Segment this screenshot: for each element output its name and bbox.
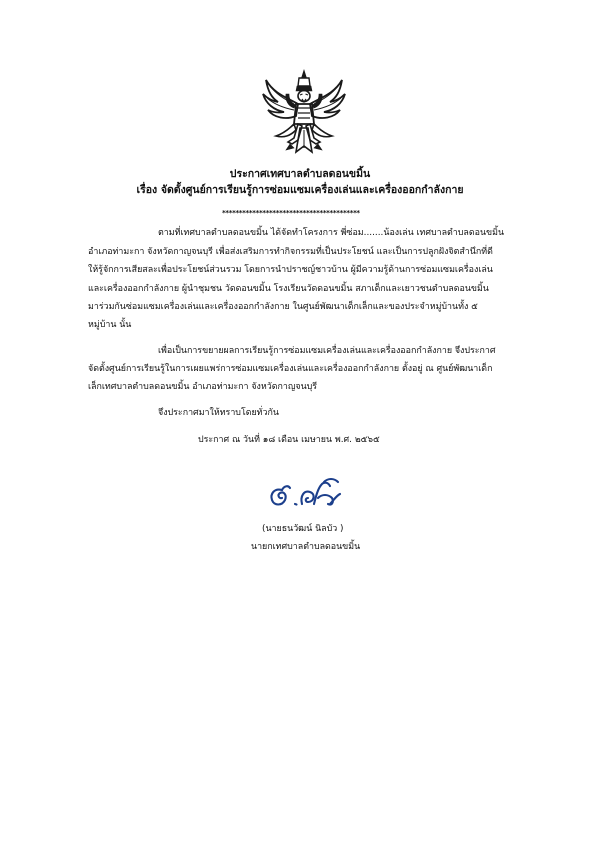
paragraph1-line: ตามที่เทศบาลตำบลดอนขมิ้น ได้จัดทำโครงการ พี่ซ่อม.......น้องเล่น เทศบาลตำบลดอนขมิ้น xyxy=(158,228,505,238)
paragraph1-line: และเครื่องออกกำลังกาย ผู้นำชุมชน วัดดอนขมิ้น โรงเรียนวัดดอนขมิ้น สภาเด็กและเยาวชนตำบลดอนขมิ้น xyxy=(88,284,489,294)
paragraph1-line: มาร่วมกันซ่อมแซมเครื่องเล่นและเครื่องออกกำลังกาย ในศูนย์พัฒนาเด็กเล็กและของประจำหมู่บ้านทั้ง ๕ xyxy=(88,302,478,312)
paragraph1-line: หมู่บ้าน นั้น xyxy=(88,320,132,330)
date-line: ประกาศ ณ วันที่ ๑๘ เดือน เมษายน พ.ศ. ๒๕๖๕ xyxy=(198,435,380,445)
paragraph1-line: ให้รู้จักการเสียสละเพื่อประโยชน์ส่วนรวม โดยการนำปราชญ์ชาวบ้าน ผู้มีความรู้ด้านการซ่อมแซมเครื่องเล่น xyxy=(88,265,493,275)
paragraph2-line: เล็กเทศบาลตำบลดอนขมิ้น อำเภอท่ามะกา จังหวัดกาญจนบุรี xyxy=(88,382,318,392)
signer-title: นายกเทศบาลตำบลดอนขมิ้น xyxy=(251,542,361,552)
paragraph1-line: อำเภอท่ามะกา จังหวัดกาญจนบุรี เพื่อส่งเสริมการทำกิจกรรมที่เป็นประโยชน์ และเป็นการปลูกฝังจิตสำนึกที่ดี xyxy=(88,247,493,257)
paragraph2-line: จัดตั้งศูนย์การเรียนรู้ในการเผยแพร่การซ่อมแซมเครื่องเล่นและเครื่องออกกำลังกาย ตั้งอยู่ ณ ศูนย์พัฒนาเด็ก xyxy=(88,364,493,374)
signature-image xyxy=(262,474,346,518)
announce-text: จึงประกาศมาให้ทราบโดยทั่วกัน xyxy=(158,408,279,418)
signer-name: (นายธนวัฒน์ นิลบัว ) xyxy=(262,524,344,534)
document-subject: เรื่อง จัดตั้งศูนย์การเรียนรู้การซ่อมแซมเครื่องเล่นและเครื่องออกกำลังกาย xyxy=(136,184,464,196)
separator: ***************************************** xyxy=(222,209,360,217)
garuda-emblem-icon xyxy=(258,68,350,160)
paragraph2-line: เพื่อเป็นการขยายผลการเรียนรู้การซ่อมแซมเครื่องเล่นและเครื่องออกกำลังกาย จึงประกาศ xyxy=(158,346,496,356)
document-title: ประกาศเทศบาลตำบลดอนขมิ้น xyxy=(229,168,371,180)
